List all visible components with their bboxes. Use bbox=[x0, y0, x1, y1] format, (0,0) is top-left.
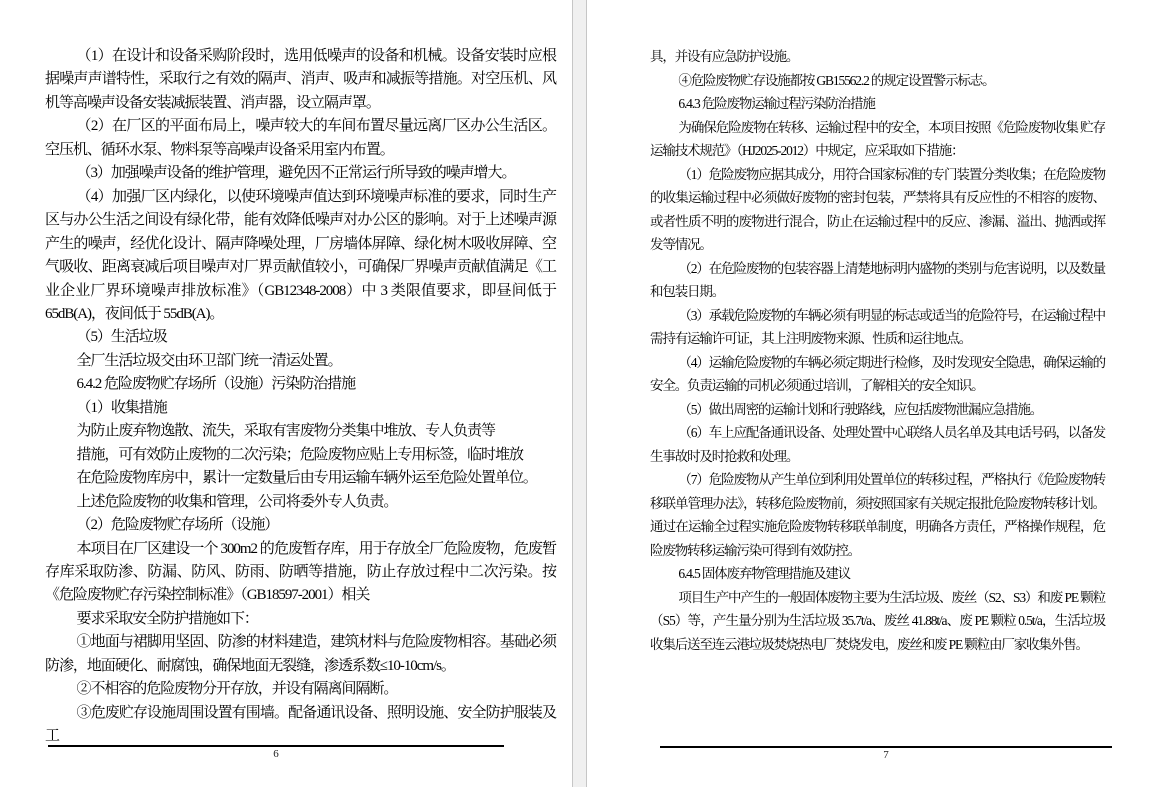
section-heading: 6.4.2 危险废物贮存场所（设施）污染防治措施 bbox=[76, 376, 356, 393]
paragraph: （7）危险废物从产生单位到利用处置单位的转移过程，严格执行《危险废物转移联单管理办法》，转移危险废物前，须按照国家有关规定报批危险废物转移计划。通过在运输全过程实施危险废物转移联单制度，明确各方责任，严格操作规程，危险废物转移运输污染可得到有效防控。 bbox=[650, 472, 1105, 558]
paragraph: ③危废贮存设施周围设置有围墙。配备通讯设备、照明设施、安全防护服装及工 bbox=[45, 704, 556, 745]
paragraph: （3）加强噪声设备的维护管理，避免因不正常运行所导致的噪声增大。 bbox=[76, 165, 516, 182]
page-number: 7 bbox=[883, 749, 889, 761]
paragraph: 全厂生活垃圾交由环卫部门统一清运处置。 bbox=[76, 352, 342, 369]
paragraph: 为确保危险废物在转移、运输过程中的安全，本项目按照《危险废物收集 贮存 运输技术规范》（HJ2025-2012）中规定，应采取如下措施： bbox=[650, 119, 1105, 158]
footer-rule bbox=[660, 746, 1112, 748]
paragraph: 要求采取安全防护措施如下： bbox=[76, 610, 258, 627]
paragraph: （2）危险废物贮存场所（设施） bbox=[76, 517, 279, 534]
paragraph: 为防止废弃物逸散、流失，采取有害废物分类集中堆放、专人负责等 bbox=[76, 423, 496, 440]
paragraph: 项目生产中产生的一般固体废物主要为生活垃圾、废丝（S2、S3）和废 PE 颗粒（S5）等，产生量分别为生活垃圾 35.7t/a、废丝 41.88t/a、废 PE 颗粒 0.5t/a，生活垃圾收集后送至连云港垃圾焚烧热电厂焚烧发电，废丝和废 PE 颗粒由厂家收集外售。 bbox=[650, 589, 1105, 652]
page-number: 6 bbox=[273, 748, 279, 760]
paragraph: （2）在厂区的平面布局上，噪声较大的车间布置尽量远离厂区办公生活区。空压机、循环水泵、物料泵等高噪声设备采用室内布置。 bbox=[45, 118, 556, 158]
paragraph: （5）做出周密的运输计划和行驶路线，应包括废物泄漏应急措施。 bbox=[678, 401, 1043, 417]
document-page-right bbox=[588, 0, 1168, 787]
page-left-text bbox=[45, 45, 556, 749]
paragraph: （2）在危险废物的包装容器上清楚地标明内盛物的类别与危害说明，以及数量和包装日期。 bbox=[650, 260, 1105, 299]
paragraph: （4）运输危险废物的车辆必须定期进行检修，及时发现安全隐患，确保运输的安全。负责运输的司机必须通过培训，了解相关的安全知识。 bbox=[650, 354, 1105, 393]
paragraph: ②不相容的危险废物分开存放，并设有隔离间隔断。 bbox=[76, 681, 398, 698]
paragraph: （5）生活垃圾 bbox=[76, 329, 167, 346]
paragraph: 措施，可有效防止废物的二次污染；危险废物应贴上专用标签，临时堆放 bbox=[76, 446, 523, 463]
footer-rule bbox=[48, 745, 504, 747]
paragraph: ①地面与裙脚用坚固、防渗的材料建造，建筑材料与危险废物相容。基础必须防渗，地面硬化、耐腐蚀，确保地面无裂缝，渗透系数≤10-10cm/s。 bbox=[45, 634, 556, 674]
paragraph: ④危险废物贮存设施都按 GB15562.2 的规定设置警示标志。 bbox=[678, 72, 995, 88]
paragraph: 具，并设有应急防护设施。 bbox=[650, 49, 799, 64]
paragraph: （6）车上应配备通讯设备、处理处置中心联络人员名单及其电话号码，以备发生事故时及时抢救和处理。 bbox=[650, 425, 1105, 464]
paragraph: 在危险废物库房中，累计一定数量后由专用运输车辆外运至危险处置单位。 bbox=[76, 470, 537, 487]
paragraph: （3）承载危险废物的车辆必须有明显的标志或适当的危险符号，在运输过程中需持有运输许可证，其上注明废物来源、性质和运往地点。 bbox=[650, 307, 1105, 346]
paragraph: （1）危险废物应据其成分，用符合国家标准的专门装置分类收集；在危险废物的收集运输过程中必须做好废物的密封包装，严禁将具有反应性的不相容的废物、或者性质不明的废物进行混合，防止在运输过程中的反应、渗漏、溢出、抛洒或挥发等情况。 bbox=[650, 166, 1105, 252]
section-heading: 6.4.5 固体废弃物管理措施及建议 bbox=[678, 566, 851, 581]
section-heading: 6.4.3 危险废物运输过程污染防治措施 bbox=[678, 96, 875, 111]
page-right-text bbox=[650, 45, 1105, 656]
paragraph: （1）在设计和设备采购阶段时，选用低噪声的设备和机械。设备安装时应根据噪声声谱特性，采取行之有效的隔声、消声、吸声和减振等措施。对空压机、风机等高噪声设备安装减振装置、消声器，设立隔声罩。 bbox=[45, 48, 556, 111]
document-page-left bbox=[0, 0, 572, 787]
paragraph: （4）加强厂区内绿化，以使环境噪声值达到环境噪声标准的要求，同时生产区与办公生活之间设有绿化带，能有效降低噪声对办公区的影响。对于上述噪声源产生的噪声，经优化设计、隔声降噪处理，厂房墙体屏障、绿化树木吸收屏障、空气吸收、距离衰减后项目噪声对厂界贡献值较小，可确保厂界噪声贡献值满足《工业企业厂界环境噪声排放标准》（GB12348-2008）中 3 类限值要求，即昼间低于 65dB(A)，夜间低于 55dB(A)。 bbox=[45, 188, 556, 322]
paragraph: 本项目在厂区建设一个 300m2 的危废暂存库，用于存放全厂危险废物，危废暂存库采取防渗、防漏、防风、防雨、防晒等措施，防止存放过程中二次污染。按《危险废物贮存污染控制标准》（GB18597-2001）相关 bbox=[45, 540, 556, 604]
paragraph: 上述危险废物的收集和管理，公司将委外专人负责。 bbox=[76, 493, 398, 510]
paragraph: （1）收集措施 bbox=[76, 399, 167, 416]
page-gutter bbox=[572, 0, 587, 787]
